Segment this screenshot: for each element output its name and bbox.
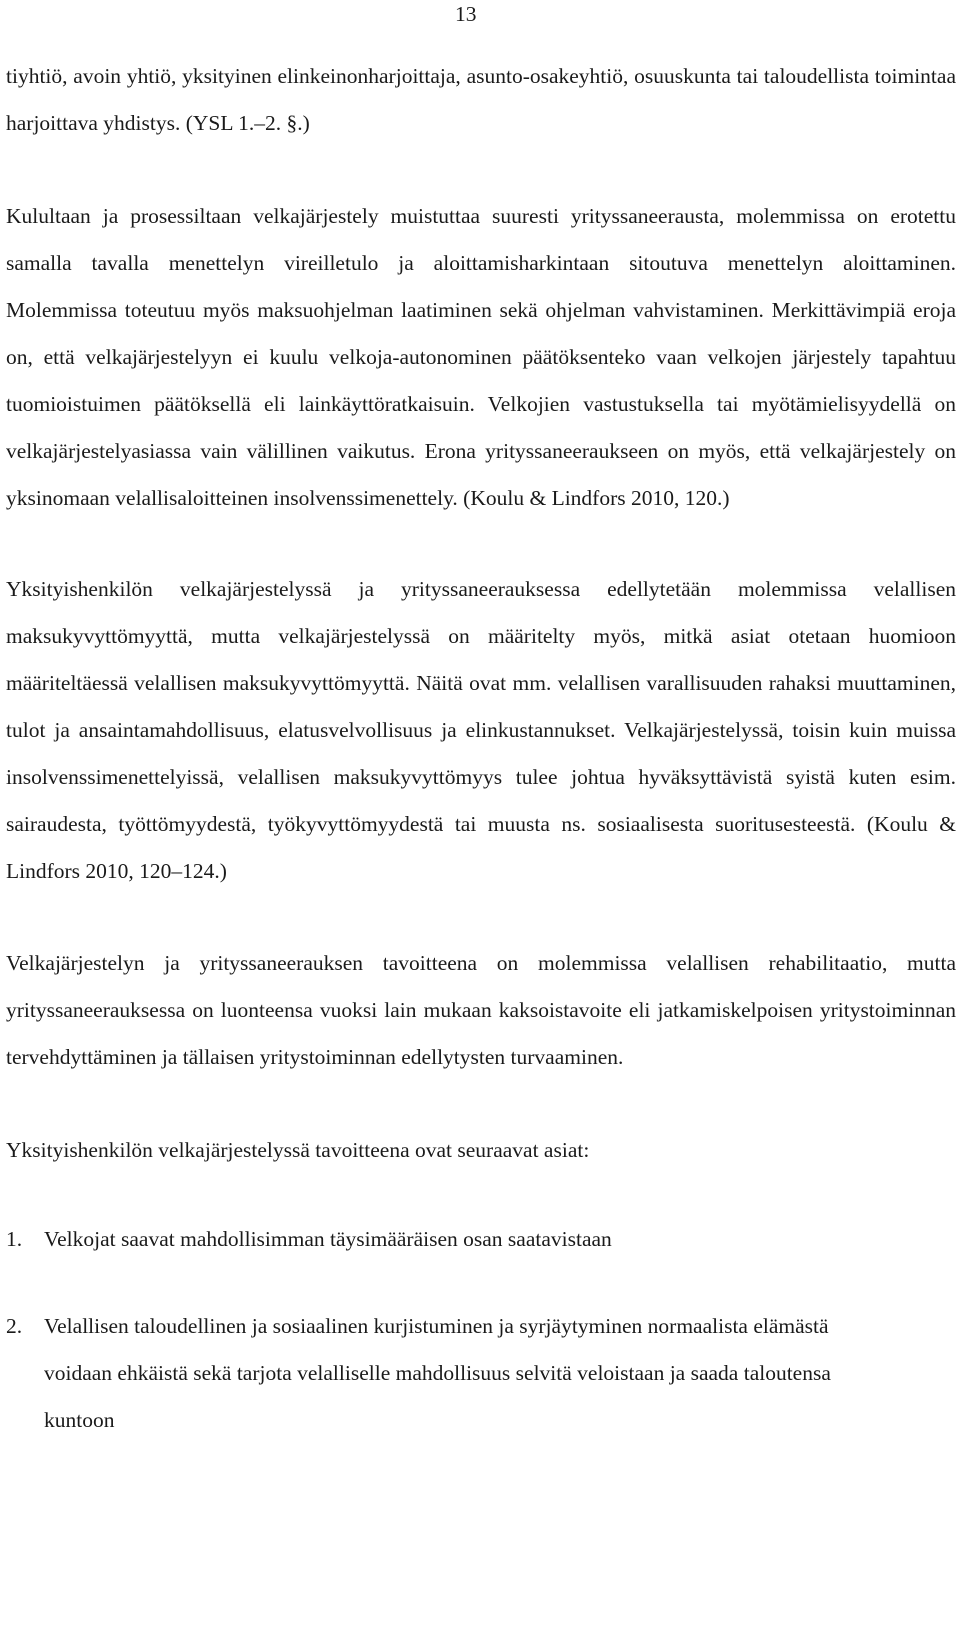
document-body: [6, 53, 956, 1444]
page-number: 13: [455, 2, 477, 26]
list-item-text: Velkojat saavat mahdollisimman täysimääräisen osan saatavistaan: [44, 1227, 612, 1251]
list-item-number: 2.: [6, 1314, 23, 1338]
list-item-number: 1.: [6, 1227, 23, 1251]
paragraph-insolvency: Yksityishenkilön velkajärjestelyssä ja yrityssaneerauksessa edellytetään molemmissa velallisen maksukyvyttömyyttä, mutta velkajärjestelyssä on määritelty myös, mitkä asiat otetaan huomioon määriteltäessä velallisen maksukyvyttömyyttä. Näitä ovat mm. velallisen varallisuuden rahaksi muuttaminen, tulot ja ansaintamahdollisuus, elatusvelvollisuus ja elinkustannukset. Velkajärjestelyssä, toisin kuin muissa insolvenssimenettelyissä, velallisen maksukyvyttömyys tulee johtua hyväksyttävistä syistä kuten esim. sairaudesta, työttömyydestä, työkyvyttömyydestä tai muusta ns. sosiaalisesta suoritusesteestä. (Koulu & Lindfors 2010, 120–124.): [6, 577, 956, 883]
list-item: [6, 1303, 956, 1444]
paragraph-comparison: Kulultaan ja prosessiltaan velkajärjestely muistuttaa suuresti yrityssaneerausta, molemmissa on erotettu samalla tavalla menettelyn vireilletulo ja aloittamisharkintaan sitoutuva menettelyn aloittaminen. Molemmissa toteutuu myös maksuohjelman laatiminen sekä ohjelman vahvistaminen. Merkittävimpiä eroja on, että velkajärjestelyyn ei kuulu velkoja-autonominen päätöksenteko vaan velkojen järjestely tapahtuu tuomioistuimen päätöksellä eli lainkäyttöratkaisuin. Velkojien vastustuksella tai myötämielisyydellä on velkajärjestelyasiassa vain välillinen vaikutus. Erona yrityssaneeraukseen on myös, että velkajärjestely on yksinomaan velallisaloitteinen insolvenssimenettely. (Koulu & Lindfors 2010, 120.): [6, 204, 956, 510]
paragraph-list-intro: Yksityishenkilön velkajärjestelyssä tavoitteena ovat seuraavat asiat:: [6, 1138, 590, 1162]
list-item: [6, 1216, 956, 1263]
paragraph-goals: Velkajärjestelyn ja yrityssaneerauksen tavoitteena on molemmissa velallisen rehabilitaatio, mutta yrityssaneerauksessa on luonteensa vuoksi lain mukaan kaksoistavoite eli jatkamiskelpoisen yritystoiminnan tervehdyttäminen ja tällaisen yritystoiminnan edellytysten turvaaminen.: [6, 951, 956, 1069]
paragraph-continuation: tiyhtiö, avoin yhtiö, yksityinen elinkeinonharjoittaja, asunto-osakeyhtiö, osuuskunta tai taloudellista toimintaa harjoittava yhdistys. (YSL 1.–2. §.): [6, 64, 956, 135]
list-item-text: Velallisen taloudellinen ja sosiaalinen kurjistuminen ja syrjäytyminen normaalista elämästä voidaan ehkäistä sekä tarjota velalliselle mahdollisuus selvitä veloistaan ja saada taloutensa kuntoon: [44, 1314, 831, 1432]
